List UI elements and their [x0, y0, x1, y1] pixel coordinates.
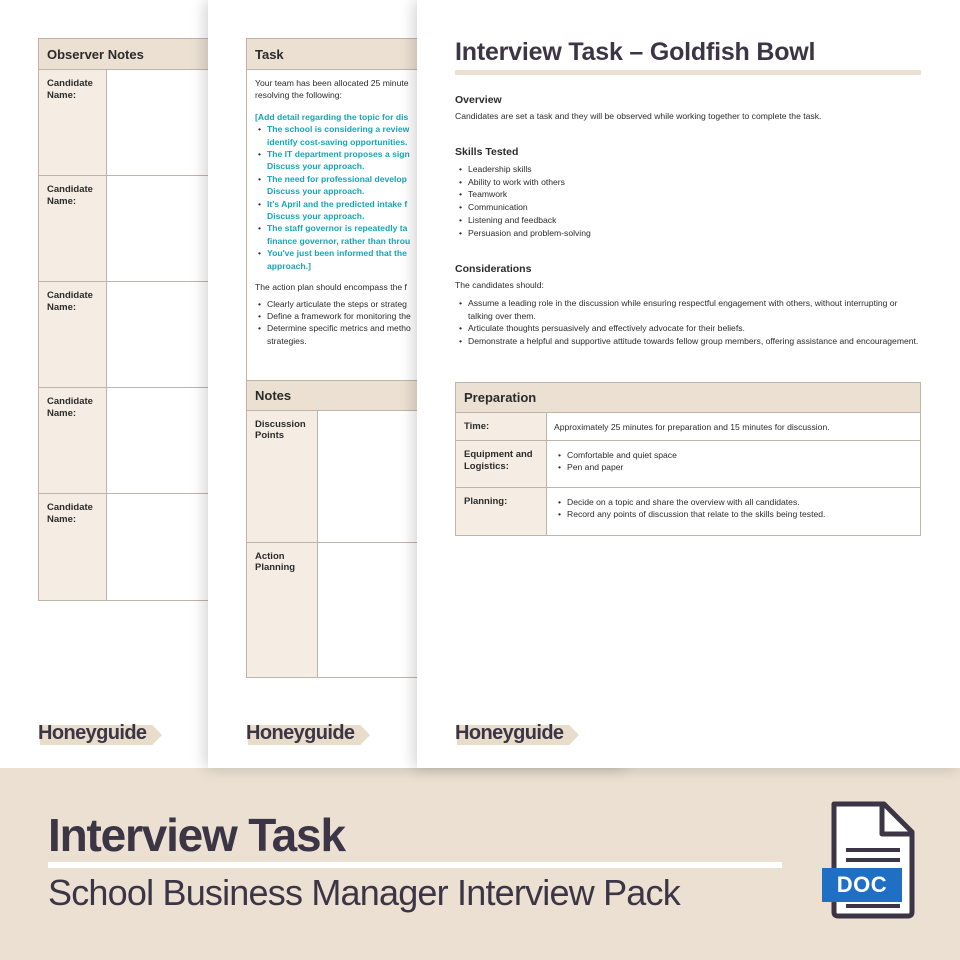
task-heading: Task — [247, 39, 625, 70]
considerations-list — [455, 297, 919, 348]
action-plan-item: • Define a framework for monitoring the — [255, 310, 617, 322]
skill-item: • Ability to work with others — [455, 176, 921, 189]
task-intro: Your team has been allocated 25 minute resolving the following: — [255, 78, 409, 101]
overview-text: Candidates are set a task and they will be observed while working together to complete the task. — [455, 111, 822, 121]
skill-item: • Persuasion and problem-solving — [455, 227, 921, 240]
candidate-name-label: Candidate Name: — [39, 70, 107, 175]
document-icon — [822, 800, 918, 920]
document-outline — [822, 800, 918, 920]
planning-item: • Record any points of discussion that relate to the skills being tested. — [554, 508, 913, 520]
considerations-intro: The candidates should: — [455, 280, 544, 290]
equipment-item: • Comfortable and quiet space — [554, 449, 913, 461]
logo-text: Honeyguide — [246, 722, 355, 744]
action-planning-label: Action Planning — [247, 543, 318, 677]
honeyguide-logo — [246, 722, 354, 745]
consideration-item: • Articulate thoughts persuasively and effectively advocate for their beliefs. — [455, 322, 919, 335]
equipment-item: • Pen and paper — [554, 461, 913, 473]
skills-list — [455, 163, 921, 239]
planning-label: Planning: — [456, 488, 547, 535]
planning-row — [456, 488, 920, 535]
overview-heading: Overview — [455, 94, 502, 106]
action-plan-intro: The action plan should encompass the f — [255, 282, 407, 293]
task-topic-item: • The school is considering a review identify cost-saving opportunities. — [255, 123, 617, 148]
banner-title: Interview Task — [48, 809, 345, 861]
candidate-name-label: Candidate Name: — [39, 282, 107, 387]
honeyguide-logo — [38, 722, 146, 745]
consideration-item: • Demonstrate a helpful and supportive attitude towards fellow group members, offering assistance and encouragement. — [455, 335, 919, 348]
task-topic-item: • The need for professional develop Discuss your approach. — [255, 173, 617, 198]
task-topic-item: • The IT department proposes a sign Discuss your approach. — [255, 148, 617, 173]
doc-badge: DOC — [822, 868, 902, 902]
preparation-table — [455, 382, 921, 536]
task-topic-item: • It's April and the predicted intake f Discuss your approach. — [255, 198, 617, 223]
notes-heading: Notes — [247, 381, 625, 411]
goldfish-bowl-page — [417, 0, 960, 768]
skill-item: • Communication — [455, 201, 921, 214]
consideration-item: • Assume a leading role in the discussion while ensuring respectful engagement with others, without interrupting or talking over them. — [455, 297, 919, 322]
time-row — [456, 413, 920, 441]
candidate-name-label: Candidate Name: — [39, 176, 107, 281]
skills-heading: Skills Tested — [455, 146, 519, 158]
document-title: Interview Task – Goldfish Bowl — [455, 38, 816, 66]
considerations-heading: Considerations — [455, 263, 532, 275]
logo-text: Honeyguide — [38, 722, 147, 744]
skill-item: • Listening and feedback — [455, 214, 921, 227]
title-underline — [455, 70, 921, 75]
equipment-value — [547, 441, 920, 487]
banner-subtitle: School Business Manager Interview Pack — [48, 872, 680, 913]
skill-item: • Teamwork — [455, 188, 921, 201]
preparation-heading: Preparation — [456, 383, 920, 413]
banner-rule — [48, 862, 782, 868]
equipment-label: Equipment and Logistics: — [456, 441, 547, 487]
discussion-points-label: Discussion Points — [247, 411, 318, 542]
product-banner — [0, 768, 960, 960]
planning-value — [547, 488, 920, 535]
skill-item: • Leadership skills — [455, 163, 921, 176]
time-label: Time: — [456, 413, 547, 440]
action-plan-item: • Clearly articulate the steps or strateg — [255, 298, 617, 310]
task-topic-item: • You've just been informed that the approach.] — [255, 247, 617, 272]
task-topic-placeholder: [Add detail regarding the topic for dis — [255, 111, 409, 122]
observer-notes-heading: Observer Notes — [39, 39, 420, 70]
candidate-name-label: Candidate Name: — [39, 494, 107, 600]
planning-item: • Decide on a topic and share the overview with all candidates. — [554, 496, 913, 508]
task-topic-item: • The staff governor is repeatedly ta finance governor, rather than throu — [255, 222, 617, 247]
action-plan-item: • Determine specific metrics and metho strategies. — [255, 322, 617, 347]
candidate-name-label: Candidate Name: — [39, 388, 107, 493]
logo-text: Honeyguide — [455, 722, 564, 744]
time-value: Approximately 25 minutes for preparation and 15 minutes for discussion. — [554, 422, 830, 432]
honeyguide-logo — [455, 722, 563, 745]
equipment-row — [456, 441, 920, 488]
